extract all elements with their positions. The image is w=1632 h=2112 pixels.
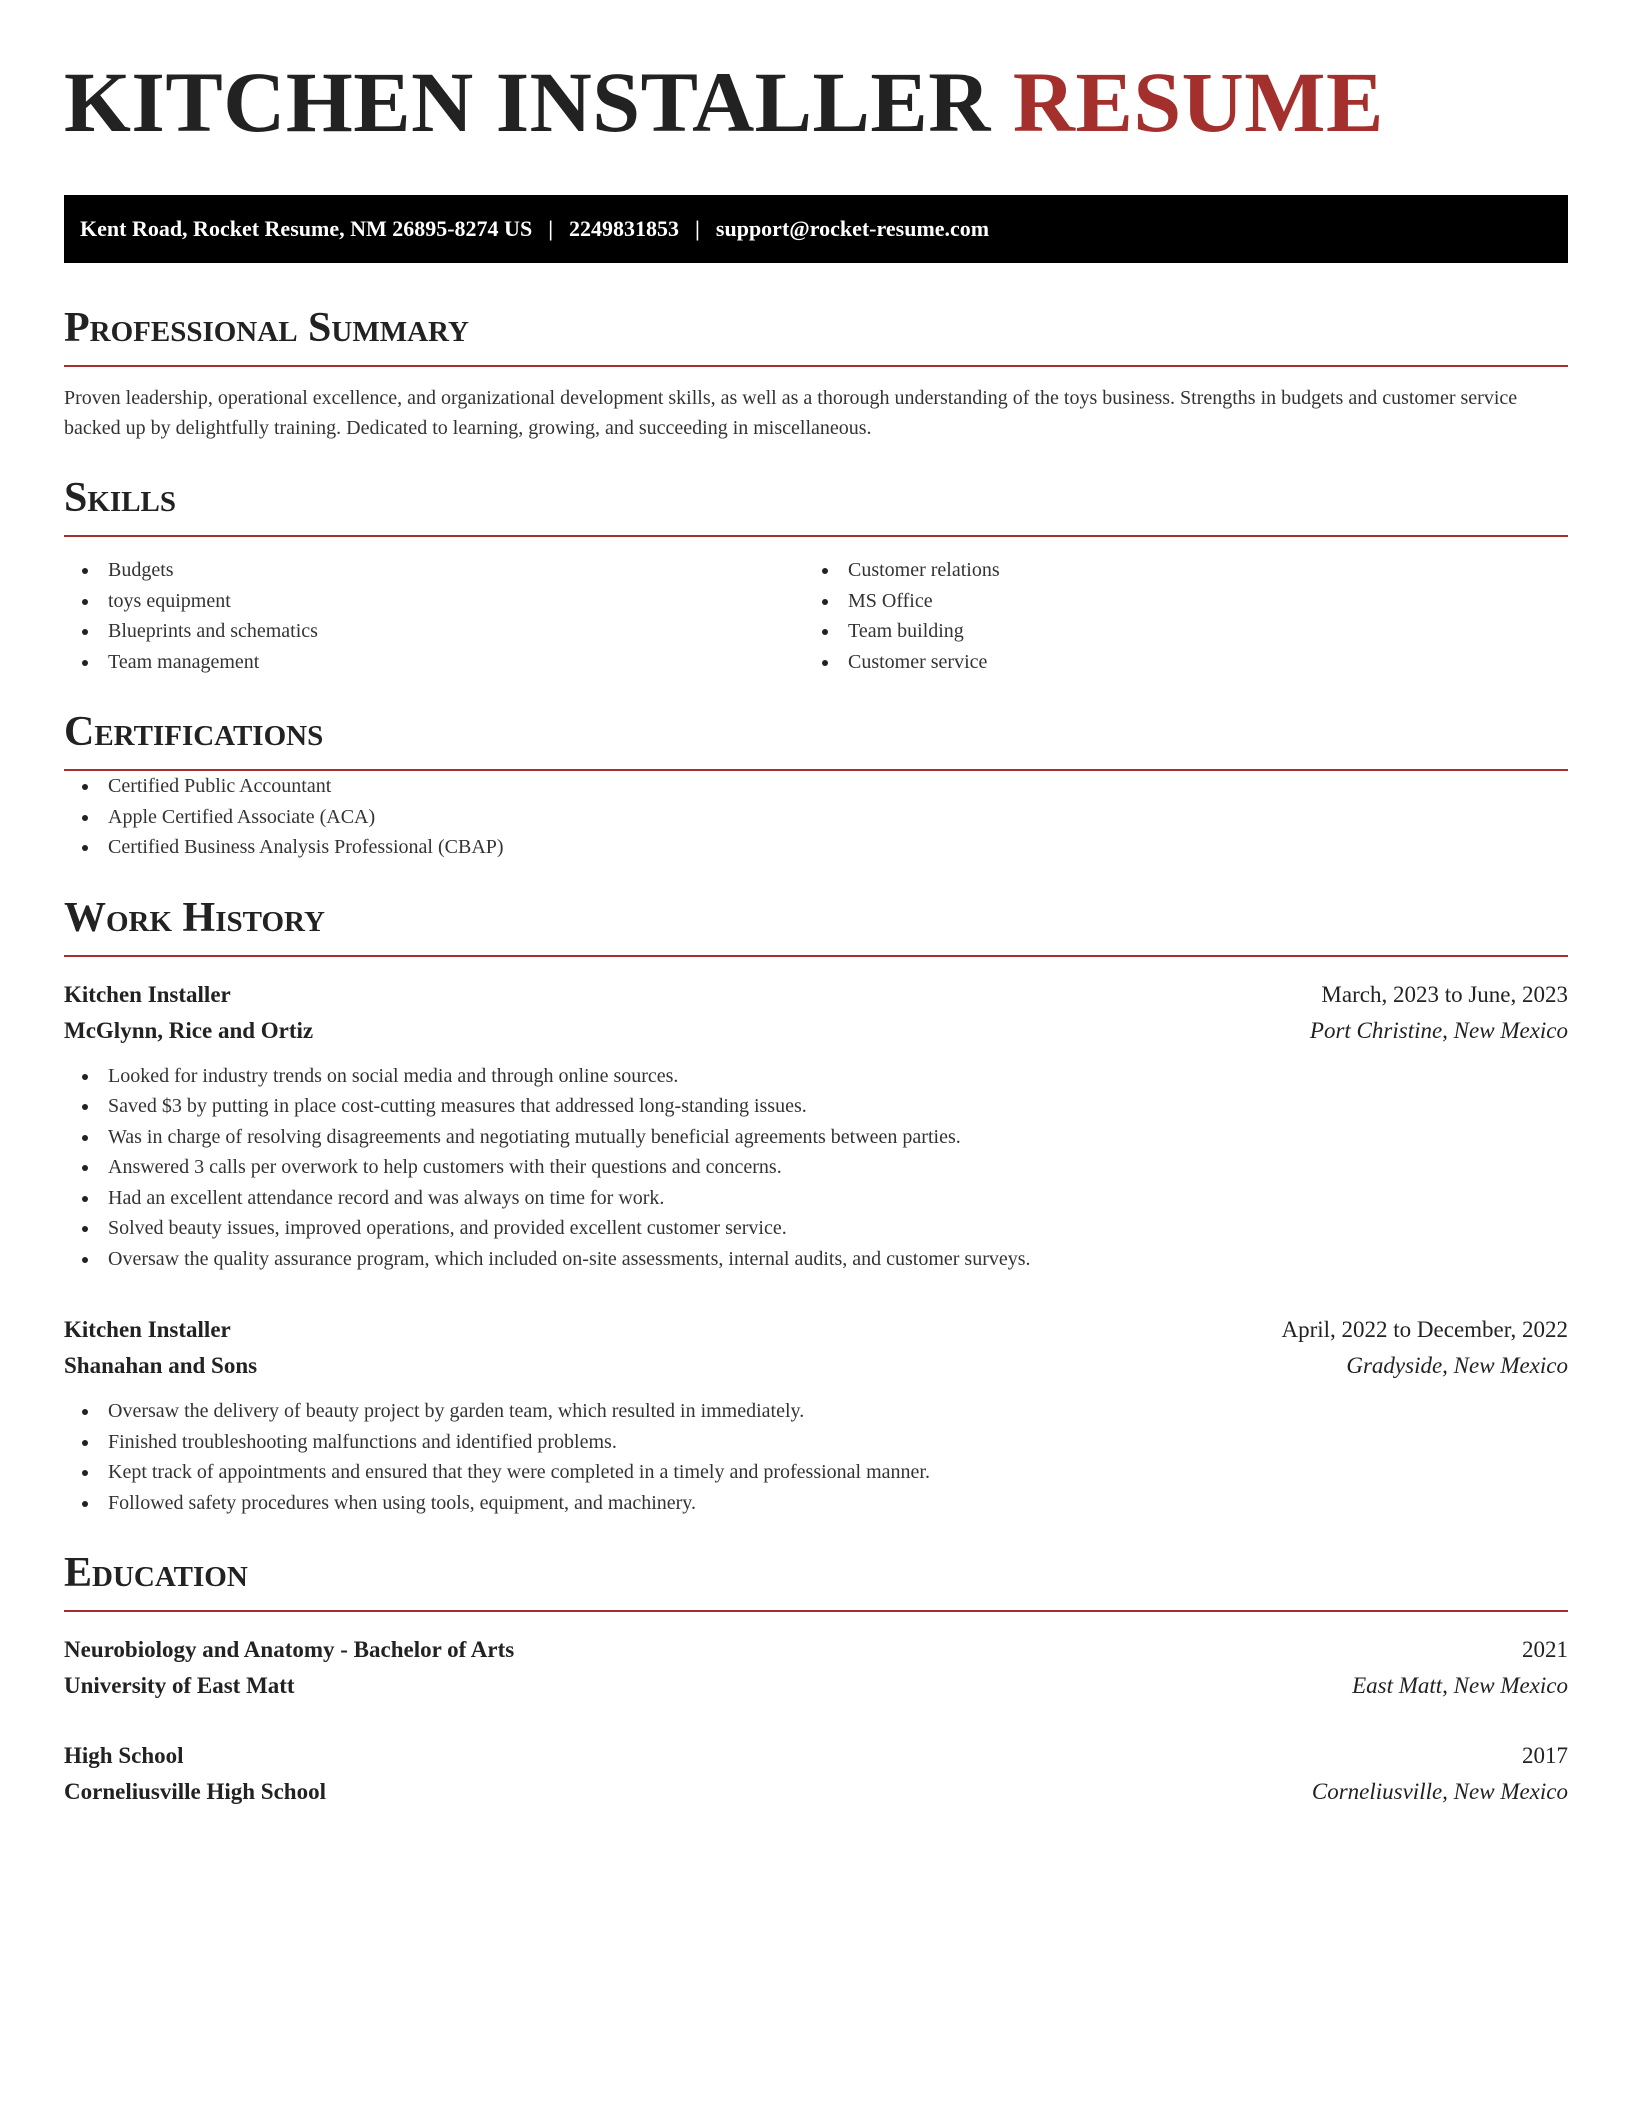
education-heading: Education [64, 1550, 248, 1596]
job-bullet: Saved $3 by putting in place cost-cutting measures that addressed long-standing issues. [64, 1091, 1568, 1122]
skill-item: Customer service [804, 647, 1544, 678]
education-section [64, 1548, 1568, 1810]
title-main: KITCHEN INSTALLER [64, 54, 991, 150]
education-location: East Matt, New Mexico [1352, 1673, 1568, 1698]
education-year: 2017 [1522, 1743, 1568, 1768]
skills-section [64, 473, 1568, 677]
skill-item: Blueprints and schematics [64, 616, 804, 647]
contact-email: support@rocket-resume.com [715, 216, 990, 241]
skill-item: Budgets [64, 555, 804, 586]
education-entry [64, 1632, 1568, 1704]
skill-item: Team building [804, 616, 1544, 647]
contact-address: Kent Road, Rocket Resume, NM 26895-8274 US [80, 216, 533, 241]
job-bullet: Finished troubleshooting malfunctions and identified problems. [64, 1427, 1568, 1458]
job-bullet: Kept track of appointments and ensured that they were completed in a timely and professional manner. [64, 1457, 1568, 1488]
job-location: Port Christine, New Mexico [1309, 1017, 1568, 1043]
education-degree: Neurobiology and Anatomy - Bachelor of Arts [64, 1637, 515, 1662]
section-divider [64, 365, 1568, 367]
certifications-list [64, 771, 1568, 863]
job-bullet: Followed safety procedures when using tools, equipment, and machinery. [64, 1488, 1568, 1519]
job-company: McGlynn, Rice and Ortiz [64, 1017, 314, 1043]
job-dates: March, 2023 to June, 2023 [1321, 981, 1568, 1007]
certifications-heading: Certifications [64, 709, 324, 755]
job-bullet: Answered 3 calls per overwork to help customers with their questions and concerns. [64, 1152, 1568, 1183]
section-divider [64, 1610, 1568, 1612]
skill-item: Customer relations [804, 555, 1544, 586]
summary-text: Proven leadership, operational excellence, and organizational development skills, as well as a thorough understanding of the toys business. Strengths in budgets and customer service backed up by delightfully training. Dedicated to learning, growing, and succeeding in miscellaneous. [64, 387, 1518, 439]
skills-grid [64, 555, 1568, 677]
certification-item: Certified Public Accountant [64, 771, 1568, 802]
job-bullet: Was in charge of resolving disagreements and negotiating mutually beneficial agreements between parties. [64, 1122, 1568, 1153]
education-location: Corneliusville, New Mexico [1311, 1779, 1568, 1804]
summary-heading: Professional Summary [64, 305, 469, 351]
education-year: 2021 [1522, 1637, 1568, 1662]
education-degree: High School [64, 1743, 184, 1768]
summary-section [64, 303, 1568, 443]
job-bullet: Had an excellent attendance record and was always on time for work. [64, 1183, 1568, 1214]
certifications-section [64, 707, 1568, 863]
job-entry [64, 977, 1568, 1275]
job-bullet: Oversaw the delivery of beauty project by garden team, which resulted in immediately. [64, 1396, 1568, 1427]
skills-heading: Skills [64, 475, 177, 521]
work-history-heading: Work History [64, 894, 325, 941]
contact-bar [64, 195, 1568, 263]
job-location: Gradyside, New Mexico [1346, 1353, 1568, 1378]
job-bullet: Oversaw the quality assurance program, which included on-site assessments, internal audits, and customer surveys. [64, 1244, 1568, 1275]
section-divider [64, 955, 1568, 957]
skill-item: MS Office [804, 586, 1544, 617]
skills-column-left [64, 555, 804, 677]
skill-item: toys equipment [64, 586, 804, 617]
title-accent: RESUME [1012, 54, 1384, 150]
job-entry [64, 1312, 1568, 1518]
section-divider [64, 535, 1568, 537]
job-title: Kitchen Installer [64, 981, 231, 1007]
job-bullets [64, 1061, 1568, 1275]
certification-item: Apple Certified Associate (ACA) [64, 802, 1568, 833]
job-title: Kitchen Installer [64, 1317, 231, 1342]
contact-separator: | [548, 216, 554, 241]
education-school: University of East Matt [64, 1673, 295, 1698]
contact-separator: | [695, 216, 700, 241]
work-history-section [64, 893, 1568, 1519]
education-entry [64, 1738, 1568, 1810]
skill-item: Team management [64, 647, 804, 678]
contact-phone: 2249831853 [569, 216, 680, 241]
job-dates: April, 2022 to December, 2022 [1281, 1317, 1568, 1342]
job-bullets [64, 1396, 1568, 1518]
certification-item: Certified Business Analysis Professional (CBAP) [64, 832, 1568, 863]
job-bullet: Solved beauty issues, improved operations, and provided excellent customer service. [64, 1213, 1568, 1244]
resume-title [64, 52, 1568, 152]
education-school: Corneliusville High School [64, 1779, 326, 1804]
job-bullet: Looked for industry trends on social media and through online sources. [64, 1061, 1568, 1092]
skills-column-right [804, 555, 1544, 677]
job-company: Shanahan and Sons [64, 1353, 258, 1378]
